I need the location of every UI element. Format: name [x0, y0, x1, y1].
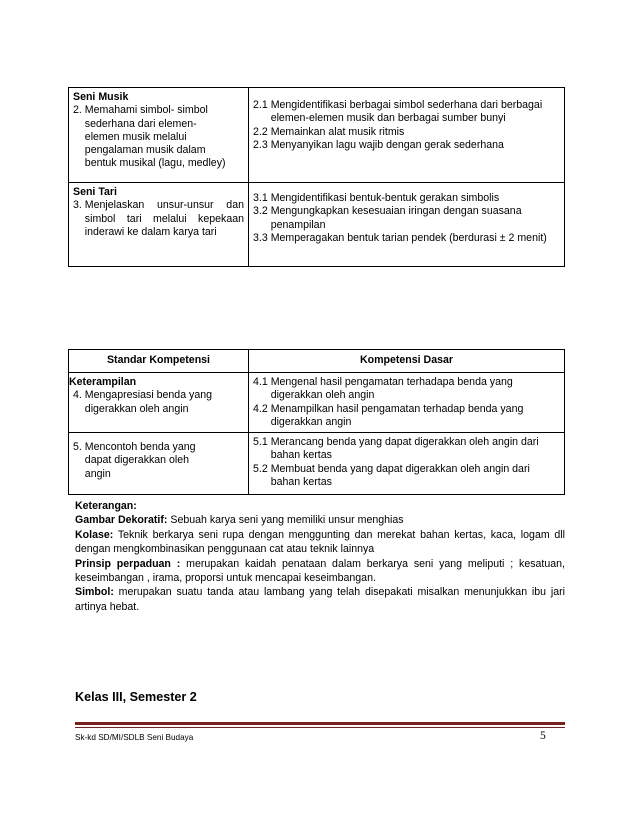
kd-item	[253, 99, 560, 126]
kd-text: Mengidentifikasi bentuk-bentuk gerakan simbolis	[270, 192, 500, 204]
sk-item	[73, 104, 244, 170]
note-item	[75, 557, 565, 586]
table-row	[69, 433, 565, 495]
note-item	[75, 585, 565, 614]
sk-cell	[69, 88, 249, 183]
kd-number: 4.1	[253, 376, 268, 388]
section-title: Kelas III, Semester 2	[75, 690, 197, 704]
footer-rule-thin	[75, 727, 565, 728]
competency-table-2	[68, 349, 565, 495]
table-row	[69, 183, 565, 267]
header-sk: Standar Kompetensi	[69, 350, 249, 373]
sk-cell	[69, 373, 249, 433]
note-text: merupakan kaidah penataan dalam berkarya seni yang meliputi ; kesatuan, keseimbangan , irama, proporsi untuk mencapai keseimbangan.	[75, 557, 565, 585]
kd-number: 3.2	[253, 205, 268, 218]
kd-number: 3.3	[253, 231, 268, 244]
note-text: Teknik berkarya seni rupa dengan menggunting dan merekat bahan kertas, kaca, logam dll dengan mengkombinasikan penggunaan cat atau teknik lainnya	[75, 528, 565, 556]
kd-item	[253, 436, 560, 463]
kd-text: Merancang benda yang dapat digerakkan oleh angin dari bahan kertas	[270, 436, 539, 462]
kd-item	[253, 463, 560, 490]
kd-number: 5.2	[253, 462, 268, 475]
sk-item	[73, 199, 244, 239]
kd-number: 4.2	[253, 402, 268, 415]
note-text: merupakan suatu tanda atau lambang yang telah disepakati misalkan menunjukkan ibu jari artinya hebat.	[75, 586, 565, 613]
note-item	[75, 528, 565, 557]
sk-text: Mencontoh benda yang dapat digerakkan oleh angin	[84, 441, 196, 480]
kd-text: Memperagakan bentuk tarian pendek (berdurasi ± 2 menit)	[270, 231, 547, 244]
footer-rule-thick	[75, 722, 565, 725]
notes-title: Keterangan:	[75, 500, 137, 512]
header-kd: Kompetensi Dasar	[249, 350, 565, 373]
note-term: Kolase:	[75, 528, 114, 541]
sk-item	[73, 441, 244, 481]
kd-number: 5.1	[253, 436, 268, 449]
kd-item	[253, 139, 560, 152]
note-term: Gambar Dekoratif:	[75, 514, 168, 527]
kd-text: Mengidentifikasi berbagai simbol sederhana dari berbagai elemen-elemen musik dan berbagai sumber bunyi	[270, 99, 543, 125]
sk-text: Memahami simbol- simbol sederhana dari elemen-elemen musik melalui pengalaman musik dalam bentuk musikal (lagu, medley)	[84, 104, 226, 170]
kd-text: Membuat benda yang dapat digerakkan oleh angin dari bahan kertas	[270, 462, 530, 489]
sk-number: 5.	[73, 441, 82, 454]
note-term: Prinsip perpaduan :	[75, 557, 181, 570]
sk-number: 2.	[73, 104, 82, 117]
note-item	[75, 513, 565, 527]
sk-number: 4.	[73, 389, 82, 402]
kd-item	[253, 376, 560, 403]
table-header-row	[69, 350, 565, 373]
footer-label: Sk-kd SD/MI/SDLB Seni Budaya	[75, 733, 194, 742]
sk-cell	[69, 433, 249, 495]
kd-item	[253, 205, 560, 232]
kd-cell	[249, 183, 565, 267]
table-row	[69, 373, 565, 433]
note-term: Simbol:	[75, 586, 114, 599]
sk-item	[69, 389, 244, 416]
competency-table-1	[68, 87, 565, 267]
kd-number: 2.2	[253, 125, 268, 138]
page-number: 5	[540, 730, 546, 742]
kd-item	[253, 232, 560, 245]
note-text: Sebuah karya seni yang memiliki unsur menghias	[170, 514, 404, 527]
kd-item	[253, 403, 560, 430]
sk-heading: Seni Tari	[73, 186, 117, 198]
kd-item	[253, 126, 560, 139]
kd-cell	[249, 433, 565, 495]
kd-item	[253, 192, 560, 205]
kd-text: Mengungkapkan kesesuaian iringan dengan suasana penampilan	[270, 205, 522, 231]
kd-text: Mengenal hasil pengamatan terhadapa benda yang digerakkan oleh angin	[270, 376, 513, 402]
kd-text: Memainkan alat musik ritmis	[270, 125, 405, 138]
kd-text: Menampilkan hasil pengamatan terhadap benda yang digerakkan angin	[270, 402, 524, 428]
kd-cell	[249, 88, 565, 183]
kd-number: 2.3	[253, 138, 268, 151]
sk-cell	[69, 183, 249, 267]
notes-section	[75, 499, 565, 614]
sk-text: Menjelaskan unsur-unsur dan simbol tari melalui kepekaan inderawi ke dalam karya tari	[84, 199, 244, 238]
sk-heading: Keterampilan	[69, 376, 137, 388]
kd-cell	[249, 373, 565, 433]
kd-number: 3.1	[253, 192, 268, 204]
sk-number: 3.	[73, 199, 82, 212]
sk-heading: Seni Musik	[73, 91, 129, 103]
kd-number: 2.1	[253, 99, 268, 111]
table-row	[69, 88, 565, 183]
kd-text: Menyanyikan lagu wajib dengan gerak sederhana	[270, 138, 504, 151]
sk-text: Mengapresiasi benda yang digerakkan oleh angin	[84, 389, 213, 415]
